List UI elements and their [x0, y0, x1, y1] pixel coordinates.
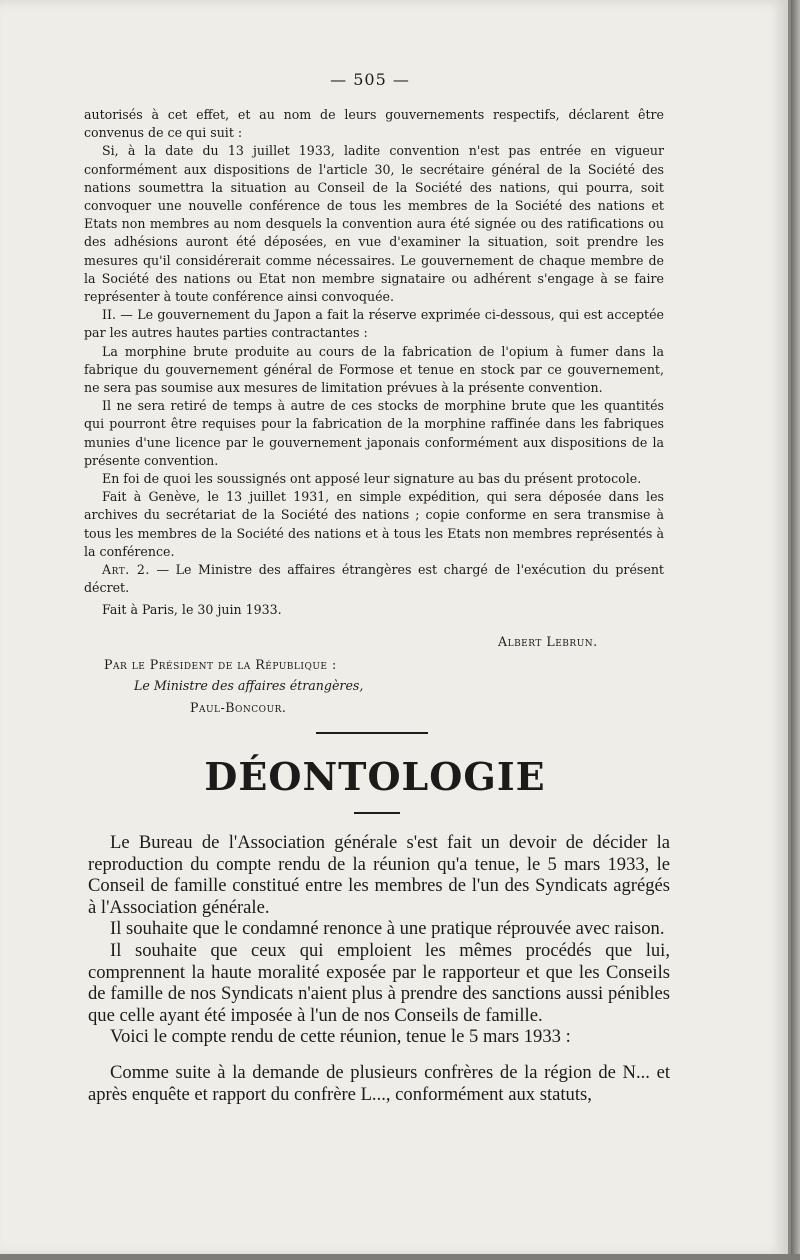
paragraph: Il souhaite que ceux qui emploient les mêmes procédés que lui, comprennent la haute moralité exposée par le rapporteur et que les Conseils de famille de nos Syndicats n'aient plus à prendre des sanctions aussi pénibles que celle ayant été imposée à l'un de nos Conseils de famille.	[88, 939, 670, 1026]
page-number: — 505 —	[330, 70, 410, 89]
paragraph: autorisés à cet effet, et au nom de leurs gouvernements respectifs, déclarent être convenus de ce qui suit :	[84, 107, 664, 141]
decree-text	[84, 106, 664, 620]
paragraph: Si, à la date du 13 juillet 1933, ladite convention n'est pas entrée en vigueur conformément aux dispositions de l'article 30, le secrétaire général de la Société des nations soumettra la situation au Conseil de la Société des nations, qui pourra, soit convoquer une nouvelle conférence de tous les membres de la Société des nations et Etats non membres au nom desquels la convention aura été signée ou des ratifications ou des adhésions auront été déposées, en vue d'examiner la situation, soit prendre les mesures qu'il considérerait comme nécessaires. Le gouvernement de chaque membre de la Société des nations ou Etat non membre signataire ou adhérent s'engage à se faire représenter à toute conférence ainsi convoquée.	[84, 143, 664, 305]
page-edge	[791, 0, 800, 1260]
article-label: Art. 2.	[102, 562, 150, 578]
article-2	[84, 561, 664, 597]
paragraph: La morphine brute produite au cours de la fabrication de l'opium à fumer dans la fabrique du gouvernement général de Formose et tenue en stock par ce gouvernement, ne sera pas soumise aux mesures de limitation prévues à la présente convention.	[84, 343, 664, 396]
paragraph: Il souhaite que le condamné renonce à une pratique réprouvée avec raison.	[110, 918, 665, 940]
paragraph: En foi de quoi les soussignés ont apposé leur signature au bas du présent protocole.	[102, 471, 642, 487]
paragraph: II. — Le gouvernement du Japon a fait la réserve exprimée ci-dessous, qui est acceptée par les autres hautes parties contractantes :	[84, 307, 664, 341]
minister-role: Le Ministre des affaires étrangères,	[134, 678, 364, 693]
paragraph: Il ne sera retiré de temps à autre de ces stocks de morphine brute que les quantités qui pourront être requises pour la fabrication de la morphine raffinée dans les fabriques munies d'une licence par le gouvernement japonais conformément aux dispositions de la présente convention.	[84, 398, 664, 468]
divider	[316, 732, 428, 734]
date-line: Fait à Paris, le 30 juin 1933.	[102, 602, 282, 618]
by-president-label: Par le Président de la République :	[104, 657, 337, 672]
paragraph: Fait à Genève, le 13 juillet 1931, en simple expédition, qui sera déposée dans les archives du secrétariat de la Société des nations ; copie conforme en sera transmise à tous les membres de la Société des nations et à tous les Etats non membres représentés à la conférence.	[84, 489, 664, 559]
paragraph: Le Bureau de l'Association générale s'est fait un devoir de décider la reproduction du compte rendu de la réunion qu'a tenue, le 5 mars 1933, le Conseil de famille constitué entre les membres de l'un des Syndicats agrégés à l'Association générale.	[88, 832, 670, 918]
signer-name: Albert Lebrun.	[498, 634, 598, 649]
divider	[354, 812, 400, 814]
paragraph: Comme suite à la demande de plusieurs confrères de la région de N... et après enquête et rapport du confrère L..., conformément aux statuts,	[88, 1061, 670, 1105]
article-text: — Le Ministre des affaires étrangères est chargé de l'exécution du présent décret.	[84, 562, 664, 596]
page-edge	[0, 1254, 800, 1260]
deontology-text	[88, 832, 670, 1105]
minister-name: Paul-Boncour.	[190, 700, 287, 715]
paragraph: Voici le compte rendu de cette réunion, tenue le 5 mars 1933 :	[110, 1026, 571, 1048]
section-heading: DÉONTOLOGIE	[204, 754, 546, 799]
